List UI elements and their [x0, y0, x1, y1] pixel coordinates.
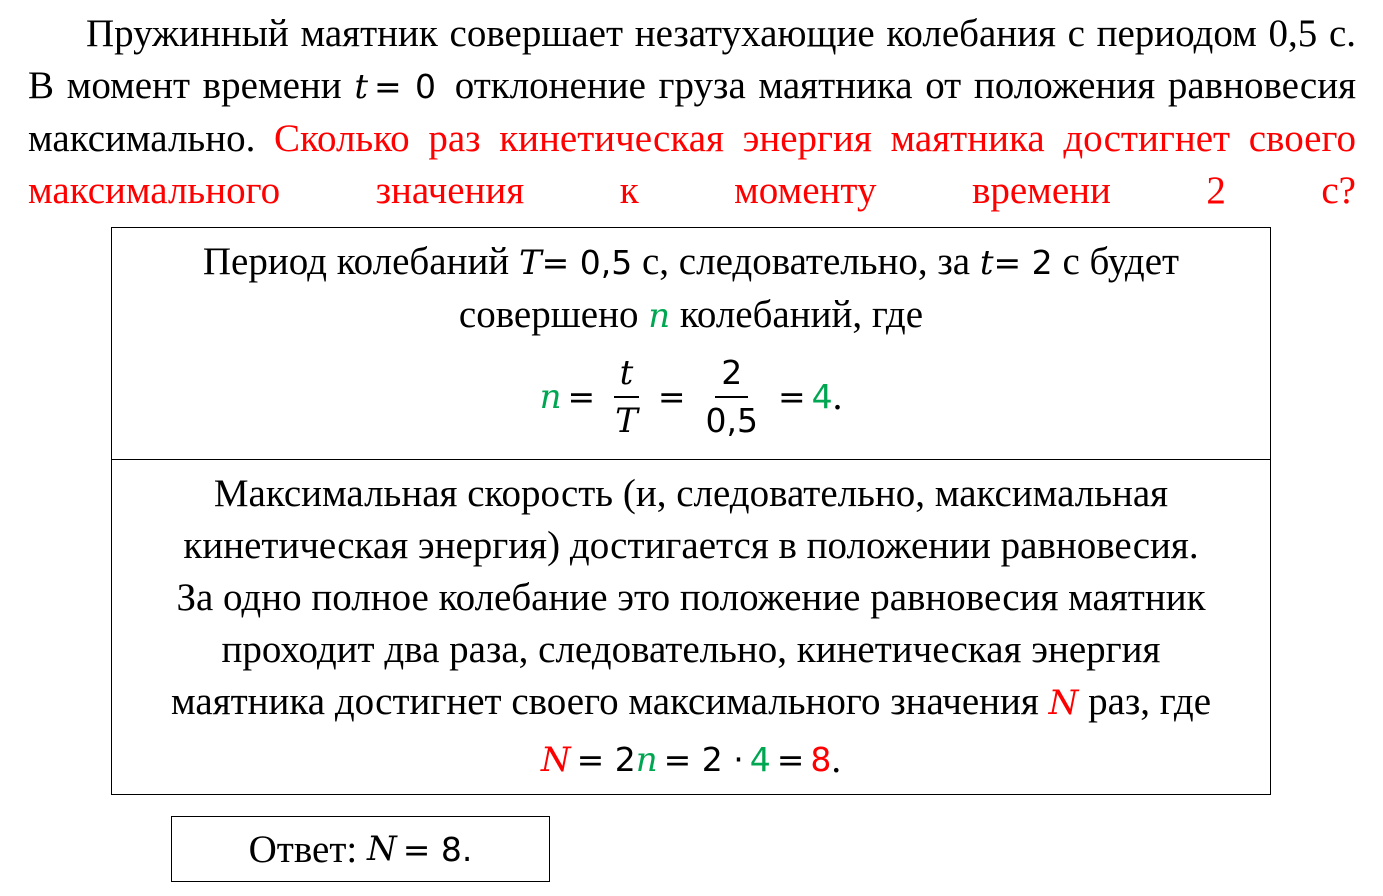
step2-line-4: проходит два раза, следовательно, кинетическая энергия: [221, 628, 1161, 671]
step2-line-3: За одно полное колебание это положение равновесия маятник: [176, 576, 1206, 619]
answer-label: Ответ:: [248, 827, 358, 871]
fraction-1-denominator: T: [615, 401, 638, 441]
N-formula-eq3: =: [776, 740, 805, 779]
N-formula-eq1: = 2: [576, 740, 636, 779]
step2-line-5: [112, 676, 1270, 729]
n-variable: n: [648, 296, 671, 336]
time-equals: = 0: [373, 67, 437, 106]
step1-text-e: колебаний, где: [679, 293, 924, 336]
N-formula: [112, 727, 1270, 793]
fraction-1-numerator: t: [614, 350, 640, 398]
step1-text-b: с, следовательно, за: [642, 240, 971, 283]
step2-line-5a: маятника достигнет своего максимального значения: [170, 680, 1039, 723]
step2-line-2: кинетическая энергия) достигается в положении равновесия.: [183, 524, 1199, 567]
question-part-1: Сколько раз кинетическая энергия маятника: [274, 117, 1045, 160]
answer-value: = 8.: [402, 829, 473, 869]
n-result: 4: [811, 377, 833, 416]
n-formula-eq1: =: [567, 377, 596, 416]
period-value: = 0,5: [541, 243, 633, 282]
problem-line-3-black: равновесия максимально.: [28, 64, 1357, 160]
time-value: = 2: [993, 243, 1053, 282]
n-formula-end: .: [832, 375, 843, 418]
N-result: 8: [810, 740, 832, 779]
n-formula-lhs: n: [539, 377, 562, 417]
fraction-2-over-05: [700, 350, 764, 444]
solution-step-2: [111, 459, 1271, 795]
step1-line-2: [112, 289, 1270, 342]
step1-text-d: совершено: [458, 293, 639, 336]
problem-line-1: Пружинный маятник совершает незатухающие колебания с периодом: [86, 12, 1257, 55]
N-formula-four: 4: [749, 740, 771, 779]
question-part-2: достигнет своего максимального значения к моменту времени 2 с?: [28, 117, 1357, 212]
fraction-2-denominator: 0,5: [705, 401, 758, 440]
problem-line-2b: отклонение груза маятника от положения: [454, 64, 1156, 107]
n-formula-eq3: =: [777, 377, 806, 416]
time-variable: t: [354, 67, 368, 107]
step1-text-c: с будет: [1062, 240, 1180, 283]
step1-line-1: [112, 236, 1270, 289]
n-formula: [112, 342, 1270, 452]
n-formula-eq2: =: [657, 377, 686, 416]
answer-variable: N: [366, 829, 397, 869]
step2-line-5b: раз, где: [1088, 680, 1212, 723]
N-formula-n: n: [635, 740, 658, 780]
period-variable: T: [518, 243, 542, 283]
solution-step-1: [111, 227, 1271, 460]
N-formula-eq2: = 2 ·: [663, 740, 744, 779]
N-formula-end: .: [831, 738, 842, 781]
fraction-2-numerator: 2: [715, 350, 748, 398]
step2-line-1: Максимальная скорость (и, следовательно, максимальная: [213, 472, 1169, 515]
N-formula-lhs: N: [540, 740, 571, 780]
fraction-t-over-T: [609, 350, 644, 444]
answer-box: [171, 816, 550, 882]
time-variable-2: t: [979, 243, 994, 283]
problem-line-2a: 0,5 с. В момент времени: [28, 12, 1357, 107]
step1-text-a: Период колебаний: [202, 240, 510, 283]
problem-statement: [28, 8, 1356, 217]
N-variable: N: [1048, 683, 1079, 723]
